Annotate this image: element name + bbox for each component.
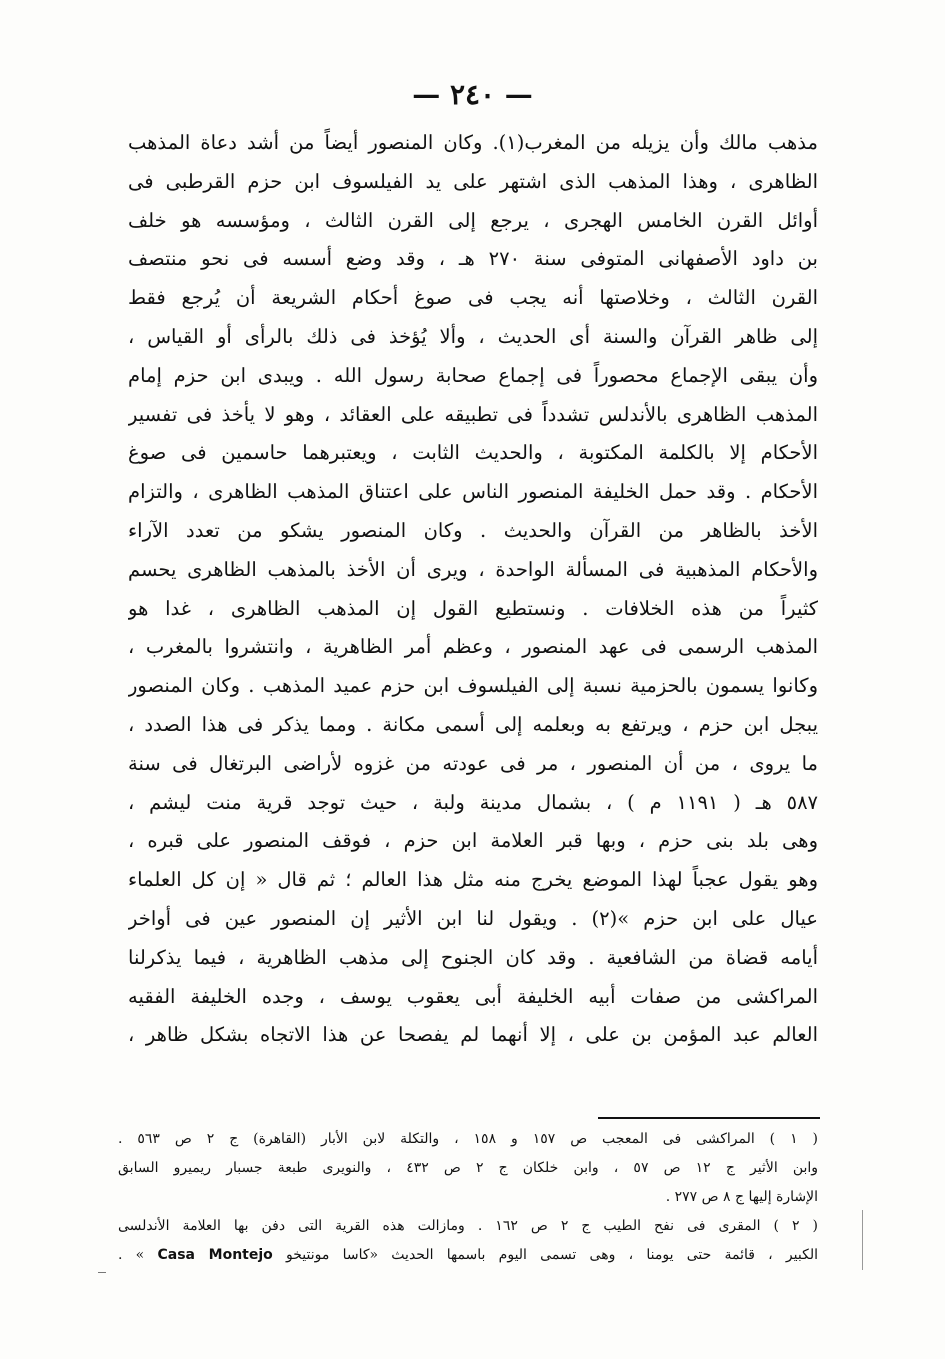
margin-scan-dash — [98, 1272, 106, 1273]
text-line: الأحكام إلا بالكلمة المكتوبة ، والحديث الثابت ، ويعتبرهما حاسمين فى صوغ — [128, 441, 818, 465]
text-line: كثيراً من هذه الخلافات . ونستطيع القول إن المذهب الظاهرى ، غدا هو — [128, 596, 818, 620]
text-line: أوائل القرن الخامس الهجرى ، يرجع إلى القرن الثالث ، ومؤسسه هو خلف — [128, 208, 818, 232]
text-line: القرن الثالث ، وخلاصتها أنه يجب فى صوغ أحكام الشريعة أن يُرجع فقط — [128, 286, 818, 310]
text-line: الظاهرى ، وهذا المذهب الذى اشتهر على يد الفيلسوف ابن حزم القرطبى فى — [128, 169, 818, 193]
margin-scan-mark — [862, 1210, 863, 1270]
footnote-text-end: » . — [118, 1247, 145, 1263]
text-line: أيامه قضاة من الشافعية . وقد كان الجنوح إلى مذهب الظاهرية ، فيما يذكرلنا — [128, 945, 818, 969]
text-line: وأن يبقى الإجماع محصوراً فى إجماع صحابة رسول الله . ويبدى ابن حزم إمام — [128, 363, 818, 387]
text-line: عيال على ابن حزم »(٢) . ويقول لنا ابن الأثير إن المنصور عين فى أواخر — [128, 906, 818, 930]
footnote-line: وابن الأثير ج ١٢ ص ٥٧ ، وابن خلكان ج ٢ ص ٤٣٢ ، والنويرى طبعة جسبار ريميرو السابق — [118, 1160, 818, 1176]
text-line: إلى ظاهر القرآن والسنة أى الحديث ، وألا يُؤخذ فى ذلك بالرأى أو القياس ، — [128, 324, 818, 348]
text-line: الأخذ بالظاهر من القرآن والحديث . وكان المنصور يشكو من تعدد الآراء — [128, 518, 818, 542]
text-line: المذهب الرسمى فى عهد المنصور ، وعظم أمر الظاهرية ، وانتشروا بالمغرب ، — [128, 635, 818, 659]
page-number: — ٢٤٠ — — [412, 78, 533, 111]
text-line: مذهب مالك وأن يزيله من المغرب(١). وكان المنصور أيضاً من أشد دعاة المذهب — [128, 131, 818, 154]
text-line: والأحكام المذهبية فى المسألة الواحدة ، ويرى أن الأخذ بالمذهب الظاهرى يحسم — [128, 557, 818, 581]
footnotes — [118, 1125, 818, 1270]
text-line: بن داود الأصفهانى المتوفى سنة ٢٧٠ هـ ، وقد وضع أسسه فى نحو منتصف — [128, 247, 818, 271]
text-line: العالم عبد المؤمن بن على ، إلا أنهما لم يفصحا عن هذا الاتجاه بشكل ظاهر ، — [128, 1023, 818, 1047]
text-line: وهو يقول عجباً لهذا الموضع يخرج منه مثل هذا العالم ؛ ثم قال « إن كل العلماء — [128, 868, 818, 892]
body-text — [128, 124, 818, 1055]
text-line: وكانوا يسمون بالحزمية نسبة إلى الفيلسوف ابن حزم عميد المذهب . وكان المنصور — [128, 674, 818, 698]
footnote-line-last — [118, 1241, 818, 1270]
text-line: ٥٨٧ هـ ( ١١٩١ م ) ، بشمال مدينة ولبة ، حيث توجد قرية منت ليشم ، — [128, 790, 818, 814]
text-line: يبجل ابن حزم ، ويرتفع به وبعلمه إلى أسمى مكانة . ومما يذكر فى هذا الصدد ، — [128, 712, 818, 736]
text-line: المذهب الظاهرى بالأندلس تشدداً فى تطبيقه على العقائد ، وهو لا يأخذ فى تفسير — [128, 402, 818, 426]
text-line: المراكشى من صفات أبيه الخليفة أبى يعقوب يوسف ، وجده الخليفة الفقيه — [128, 984, 818, 1008]
text-line: ما يروى ، من أن المنصور ، مر فى عودته من غزوه لأراضى البرتغال فى سنة — [128, 751, 818, 775]
text-line: وهى بلد بنى حزم ، وبها قبر العلامة ابن حزم ، فوقف المنصور على قبره ، — [128, 829, 818, 853]
footnote-line: الإشارة إليها ج ٨ ص ٢٧٧ . — [665, 1189, 818, 1205]
text-line: الأحكام . وقد حمل الخليفة المنصور الناس على اعتناق المذهب الظاهرى ، والتزام — [128, 480, 818, 504]
footnote-divider — [598, 1117, 820, 1119]
footnote-line: ( ٢ ) المقرى فى نفح الطيب ج ٢ ص ١٦٢ . ومازالت هذه القرية التى دفن بها العلامة الأندلسى — [118, 1218, 818, 1234]
footnote-line: ( ١ ) المراكشى فى المعجب ص ١٥٧ و ١٥٨ ، والتكلة لابن الأبار (القاهرة) ج ٢ ص ٥٦٣ . — [118, 1131, 818, 1147]
footnote-text: الكبير ، قائمة حتى يومنا ، وهى تسمى اليوم باسمها الحديث «كاسا مونتيخو — [286, 1247, 818, 1263]
footnote-latin-name: Casa Montejo — [157, 1247, 273, 1263]
